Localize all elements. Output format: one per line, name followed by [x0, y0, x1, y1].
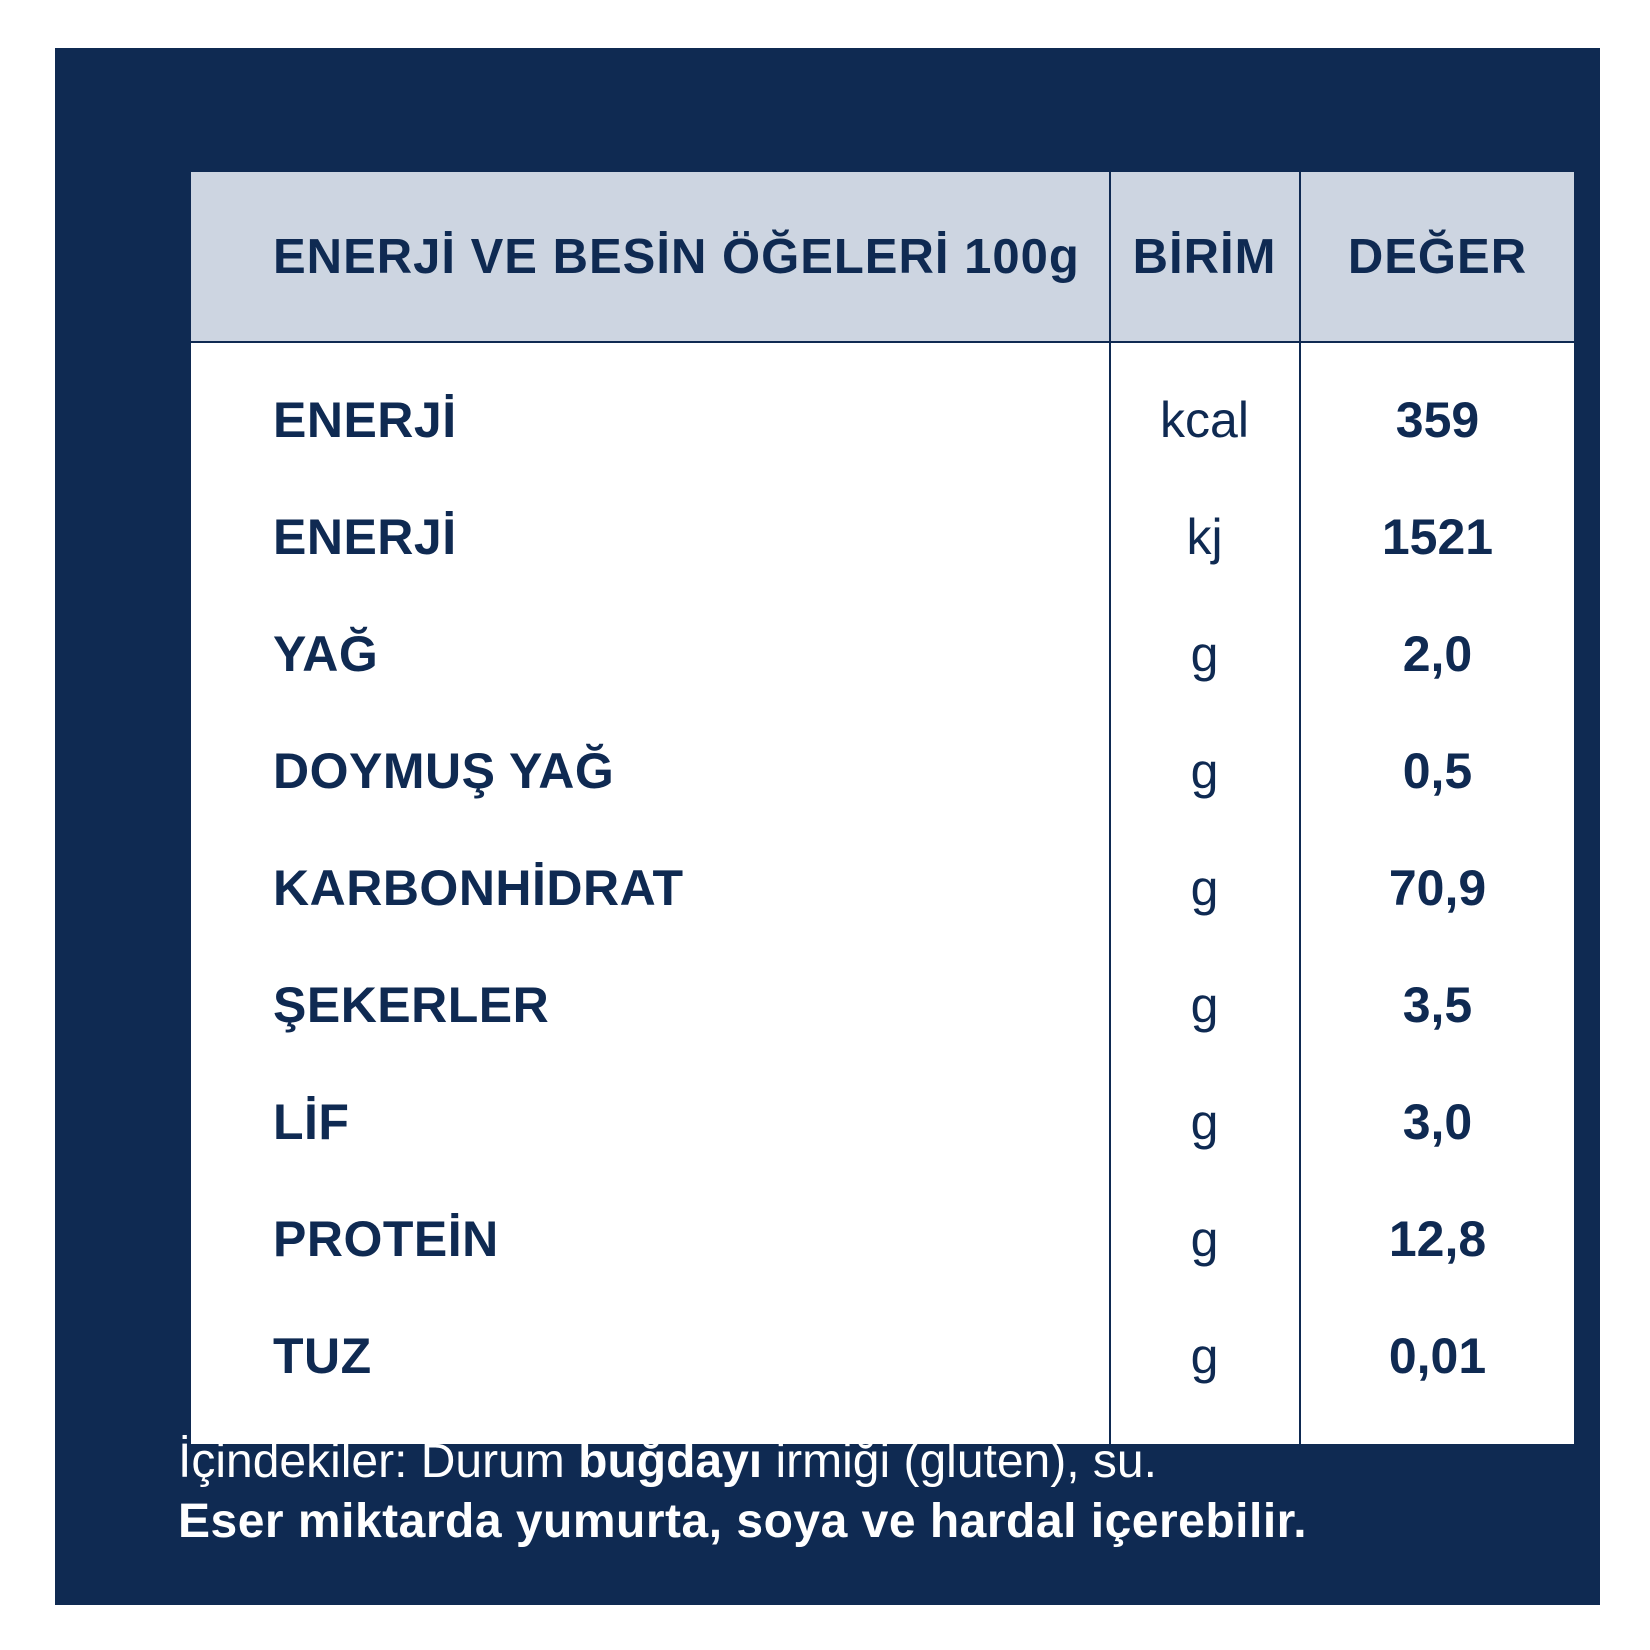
nutrient-unit: g: [1190, 1327, 1219, 1384]
table-row: [191, 946, 1574, 1063]
nutrient-value: 1521: [1381, 508, 1494, 565]
nutrient-value: 0,01: [1388, 1327, 1487, 1384]
nutrient-unit: g: [1190, 625, 1219, 682]
nutrition-label-panel: [55, 48, 1600, 1605]
allergen-note: Eser miktarda yumurta, soya ve hardal içerebilir.: [178, 1495, 1308, 1548]
header-value: DEĞER: [1347, 229, 1528, 284]
nutrient-name: LİF: [273, 1093, 350, 1150]
nutrient-name: ŞEKERLER: [273, 976, 550, 1033]
nutrient-value: 0,5: [1402, 742, 1473, 799]
nutrient-name: KARBONHİDRAT: [273, 859, 684, 916]
ingredients-footer: [178, 1432, 1307, 1552]
nutrient-value: 70,9: [1388, 859, 1487, 916]
nutrient-name: TUZ: [273, 1327, 372, 1384]
nutrient-name: YAĞ: [273, 625, 379, 682]
header-nutrient: ENERJİ VE BESİN ÖĞELERİ 100g: [273, 229, 1080, 284]
ingredients-prefix: İçindekiler: Durum: [178, 1435, 579, 1488]
table-row: [191, 1297, 1574, 1414]
table-row: [191, 1063, 1574, 1180]
table-row: [191, 361, 1574, 478]
nutrient-value: 12,8: [1388, 1210, 1487, 1267]
nutrient-unit: g: [1190, 859, 1219, 916]
nutrient-unit: kj: [1186, 508, 1223, 565]
nutrient-value: 2,0: [1402, 625, 1473, 682]
nutrient-unit: g: [1190, 976, 1219, 1033]
ingredients-allergen-bold: buğdayı: [578, 1435, 763, 1488]
header-unit: BİRİM: [1132, 229, 1277, 284]
nutrient-unit: g: [1190, 1093, 1219, 1150]
nutrient-value: 359: [1395, 391, 1480, 448]
nutrient-name: PROTEİN: [273, 1210, 499, 1267]
ingredients-line: [178, 1432, 1307, 1492]
nutrient-unit: kcal: [1160, 391, 1249, 448]
nutrient-unit: g: [1190, 742, 1219, 799]
nutrient-unit: g: [1190, 1210, 1219, 1267]
table-row: [191, 829, 1574, 946]
nutrient-name: DOYMUŞ YAĞ: [273, 742, 615, 799]
table-header: [191, 172, 1574, 343]
nutrition-table: [191, 172, 1574, 1444]
table-row: [191, 478, 1574, 595]
table-row: [191, 1180, 1574, 1297]
nutrient-name: ENERJİ: [273, 508, 457, 565]
nutrient-value: 3,0: [1402, 1093, 1473, 1150]
table-row: [191, 595, 1574, 712]
nutrient-value: 3,5: [1402, 976, 1473, 1033]
ingredients-suffix: irmiği (gluten), su.: [762, 1435, 1157, 1488]
nutrient-name: ENERJİ: [273, 391, 457, 448]
table-row: [191, 712, 1574, 829]
